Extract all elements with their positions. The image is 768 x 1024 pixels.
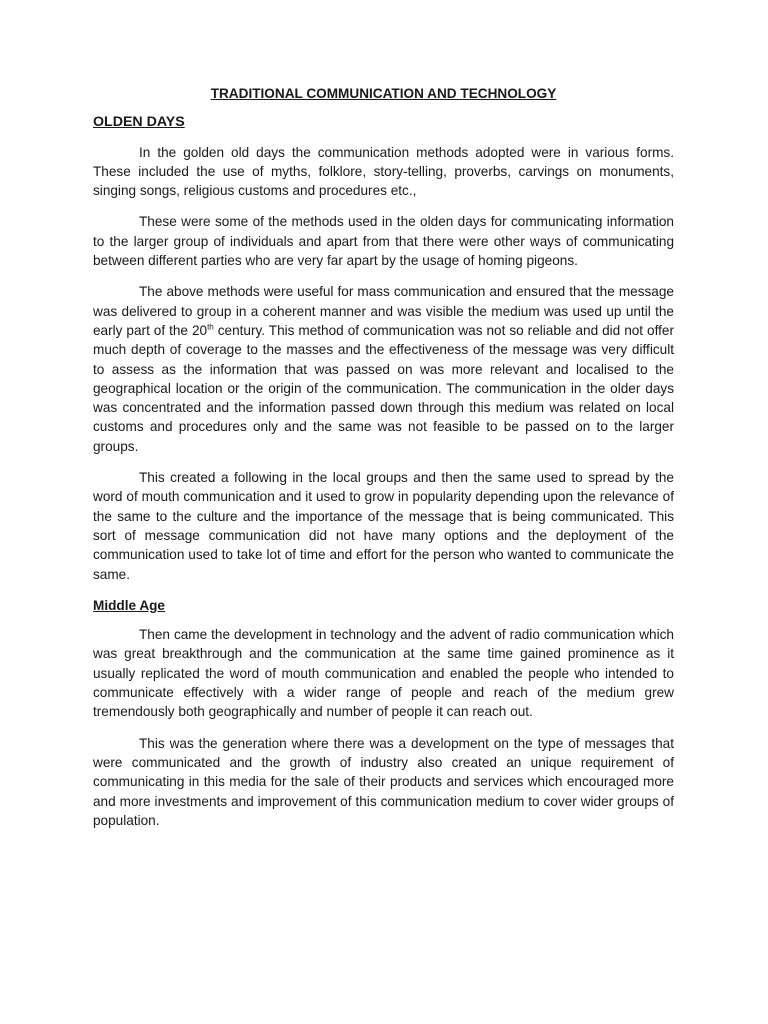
section-heading-olden-days: OLDEN DAYS [93, 114, 185, 131]
paragraph-olden-4: This created a following in the local groups and then the same used to spread by the word of mouth communication and it used to grow in popularity depending upon the relevance of the same to the culture and the importance of the message that is being communicated. This sort of message communication did not have many options and the deployment of the communication used to take lot of time and effort for the person who wanted to communicate the same. [93, 470, 674, 582]
paragraph-middle-2: This was the generation where there was a development on the type of messages that were communicated and the growth of industry also created an unique requirement of communicating in this media for the sale of their products and services which encouraged more and more investments and improvement of this communication medium to cover wider groups of population. [93, 735, 674, 828]
superscript-th: th [207, 322, 214, 332]
paragraph-olden-3 [93, 282, 674, 456]
paragraph-olden-3-text-a: The above methods were useful for mass communication and ensured that the message was delivered to group in a coherent manner and was visible the medium was used up until the early part of the 20 [93, 284, 674, 338]
paragraph-olden-3-text-b: century. This method of communication was not so reliable and did not offer much depth of coverage to the masses and the effectiveness of the message was very difficult to assess as the information that was passed on was more relevant and localised to the geographical location or the origin of the communication. The communication in the older days was concentrated and the information passed down through this medium was related on local customs and procedures only and the same was not feasible to be passed on to the larger groups. [93, 322, 674, 454]
paragraph-olden-1: In the golden old days the communication methods adopted were in various forms. These included the use of myths, folklore, story-telling, proverbs, carvings on monuments, singing songs, religious customs and procedures etc., [93, 144, 674, 199]
paragraph-olden-2: These were some of the methods used in the olden days for communicating information to the larger group of individuals and apart from that there were other ways of communicating between different parties who are very far apart by the usage of homing pigeons. [93, 214, 674, 269]
paragraph-middle-1: Then came the development in technology and the advent of radio communication which was great breakthrough and the communication at the same time gained prominence as it usually replicated the word of mouth communication and enabled the people who intended to communicate effectively with a wider range of people and reach of the medium grew tremendously both geographically and number of people it can reach out. [93, 627, 674, 720]
document-page [93, 84, 674, 842]
document-title: TRADITIONAL COMMUNICATION AND TECHNOLOGY [210, 86, 557, 101]
section-heading-middle-age: Middle Age [93, 597, 165, 613]
